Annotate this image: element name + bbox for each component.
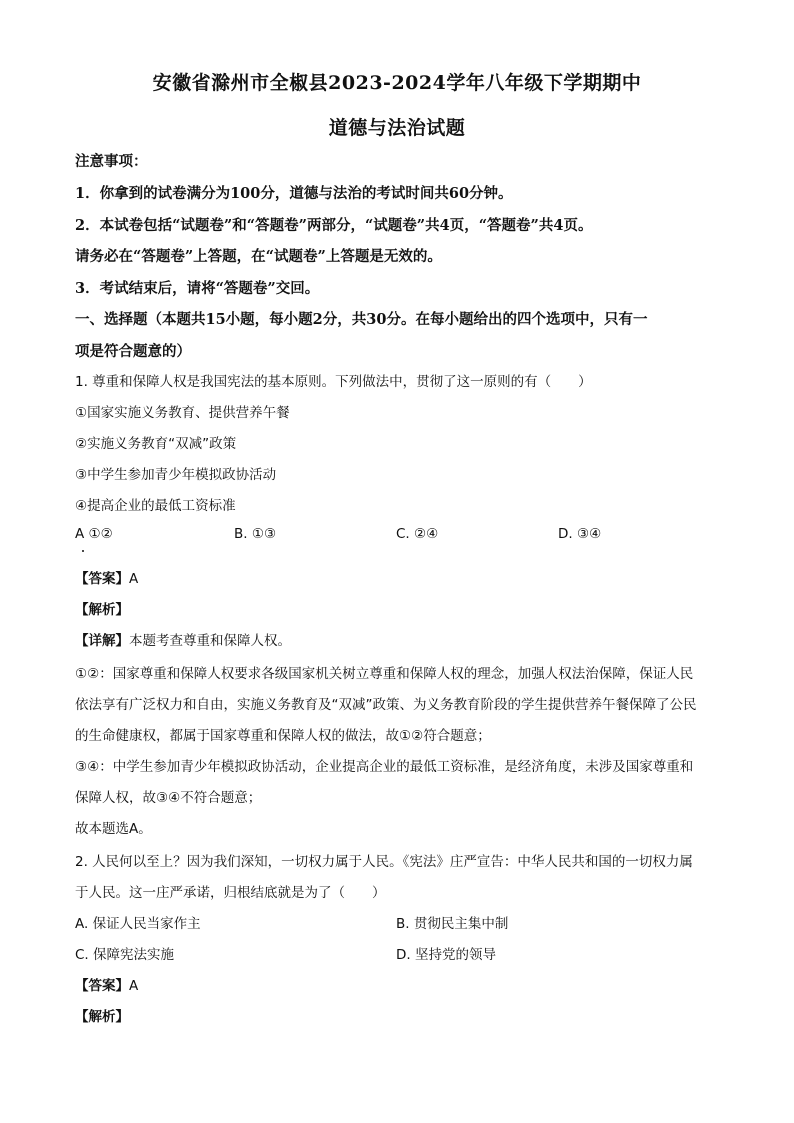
section-heading: 一、选择题（本题共15小题，每小题2分，共30分。在每小题给出的四个选项中，只有一	[75, 311, 648, 328]
question-2-stem-continued: 于人民。这一庄严承诺，归根结底就是为了（ ）	[75, 885, 386, 901]
notice-heading: 注意事项：	[75, 153, 148, 170]
question-2-option-c: C. 保障宪法实施	[75, 947, 175, 963]
notice-item-1: 1．你拿到的试卷满分为100分，道德与法治的考试时间共60分钟。	[75, 185, 513, 202]
question-1-option-b: B. ①③	[234, 526, 277, 542]
question-1-statement-3: ③中学生参加青少年模拟政协活动	[75, 467, 277, 483]
question-1-statement-1: ①国家实施义务教育、提供营养午餐	[75, 405, 290, 421]
question-1-explanation-2: ③④：中学生参加青少年模拟政协活动，企业提高企业的最低工资标准，是经济角度，未涉及国家尊重和	[75, 759, 694, 775]
decorative-dot	[82, 550, 84, 552]
analysis-label: 【解析】	[75, 602, 129, 618]
question-2-answer	[75, 974, 725, 994]
question-1-analysis-label	[75, 598, 725, 618]
exam-title: 安徽省滁州市全椒县2023-2024学年八年级下学期期中	[152, 72, 642, 94]
question-1-statement-4: ④提高企业的最低工资标准	[75, 498, 236, 514]
question-1-explanation-1-cont: 依法享有广泛权力和自由，实施义务教育及“双减”政策、为义务教育阶段的学生提供营养午餐保障了公民	[75, 697, 697, 713]
detail-text: 本题考查尊重和保障人权。	[129, 633, 291, 649]
question-1-statement-2: ②实施义务教育“双减”政策	[75, 436, 237, 452]
question-1-conclusion: 故本题选A。	[75, 821, 152, 837]
section-heading-continued: 项是符合题意的）	[75, 343, 191, 360]
question-2-stem: 2. 人民何以至上？因为我们深知，一切权力属于人民。《宪法》庄严宣告：中华人民共和国的一切权力属	[75, 854, 693, 870]
exam-subject-title: 道德与法治试题	[328, 117, 466, 139]
question-1-explanation-2-end: 保障人权，故③④不符合题意；	[75, 790, 262, 806]
question-1-answer	[75, 567, 725, 587]
detail-label: 【详解】	[75, 633, 129, 649]
notice-item-2: 2．本试卷包括“试题卷”和“答题卷”两部分，“试题卷”共4页，“答题卷”共4页。	[75, 217, 593, 234]
question-1-explanation-1-end: 的生命健康权，都属于国家尊重和保障人权的做法，故①②符合题意；	[75, 728, 491, 744]
question-1-detail	[75, 629, 725, 649]
question-2-analysis-label	[75, 1005, 725, 1025]
question-1-stem: 1. 尊重和保障人权是我国宪法的基本原则。下列做法中，贯彻了这一原则的有（ ）	[75, 374, 592, 390]
notice-item-3: 3．考试结束后，请将“答题卷”交回。	[75, 280, 320, 297]
analysis-label: 【解析】	[75, 1009, 129, 1025]
question-2-option-b: B. 贯彻民主集中制	[396, 916, 509, 932]
question-1-explanation-1: ①②：国家尊重和保障人权要求各级国家机关树立尊重和保障人权的理念，加强人权法治保障，保证人民	[75, 666, 694, 682]
answer-value: A	[129, 571, 139, 587]
answer-label: 【答案】	[75, 571, 129, 587]
question-1-option-a: A ①②	[75, 526, 113, 542]
question-1-option-c: C. ②④	[396, 526, 439, 542]
question-2-option-d: D. 坚持党的领导	[396, 947, 496, 963]
question-2-option-a: A. 保证人民当家作主	[75, 916, 201, 932]
question-1-option-d: D. ③④	[558, 526, 602, 542]
answer-label: 【答案】	[75, 978, 129, 994]
notice-item-2-continued: 请务必在“答题卷”上答题，在“试题卷”上答题是无效的。	[75, 248, 442, 265]
answer-value: A	[129, 978, 139, 994]
